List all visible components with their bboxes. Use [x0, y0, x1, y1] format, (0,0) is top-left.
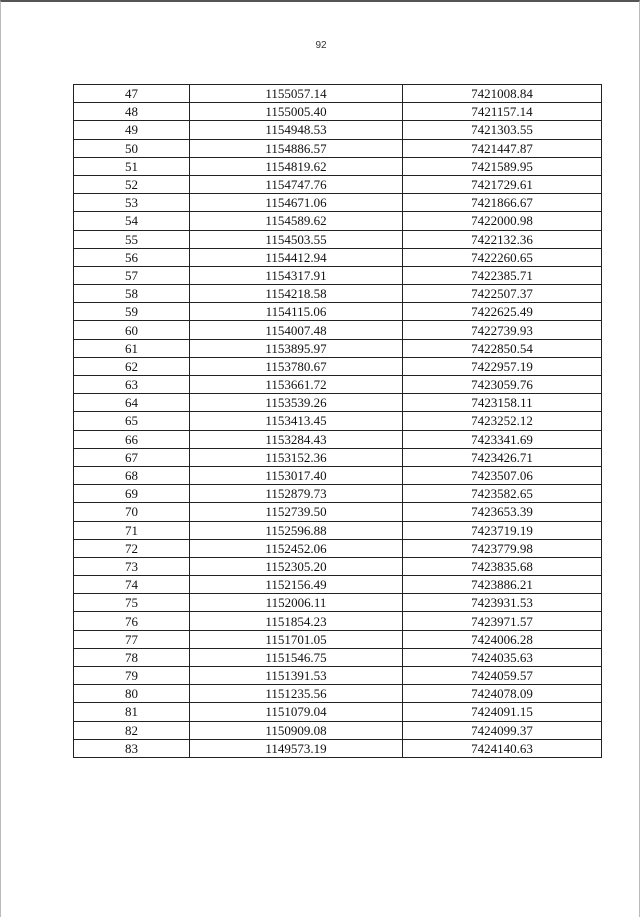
point-number-cell: 56 — [74, 248, 190, 266]
point-number-cell: 70 — [74, 503, 190, 521]
x-coordinate-cell: 1154317.91 — [190, 266, 403, 284]
table-row — [74, 303, 602, 321]
point-number-cell: 58 — [74, 285, 190, 303]
x-coordinate-cell: 1154007.48 — [190, 321, 403, 339]
table-row — [74, 485, 602, 503]
table-row — [74, 466, 602, 484]
table-row — [74, 703, 602, 721]
y-coordinate-cell: 7423426.71 — [403, 448, 602, 466]
table-row — [74, 121, 602, 139]
table-row — [74, 685, 602, 703]
point-number-cell: 51 — [74, 157, 190, 175]
table-row — [74, 448, 602, 466]
y-coordinate-cell: 7424059.57 — [403, 667, 602, 685]
x-coordinate-cell: 1153895.97 — [190, 339, 403, 357]
point-number-cell: 83 — [74, 739, 190, 757]
table-row — [74, 612, 602, 630]
table-row — [74, 521, 602, 539]
x-coordinate-cell: 1149573.19 — [190, 739, 403, 757]
y-coordinate-cell: 7423252.12 — [403, 412, 602, 430]
table-row — [74, 630, 602, 648]
table-row — [74, 175, 602, 193]
point-number-cell: 59 — [74, 303, 190, 321]
table-row — [74, 157, 602, 175]
table-row — [74, 357, 602, 375]
x-coordinate-cell: 1154115.06 — [190, 303, 403, 321]
point-number-cell: 80 — [74, 685, 190, 703]
table-row — [74, 376, 602, 394]
y-coordinate-cell: 7424006.28 — [403, 630, 602, 648]
point-number-cell: 50 — [74, 139, 190, 157]
point-number-cell: 65 — [74, 412, 190, 430]
y-coordinate-cell: 7421157.14 — [403, 103, 602, 121]
table-row — [74, 248, 602, 266]
point-number-cell: 82 — [74, 721, 190, 739]
y-coordinate-cell: 7423582.65 — [403, 485, 602, 503]
point-number-cell: 61 — [74, 339, 190, 357]
y-coordinate-cell: 7422957.19 — [403, 357, 602, 375]
y-coordinate-cell: 7421589.95 — [403, 157, 602, 175]
point-number-cell: 81 — [74, 703, 190, 721]
table-row — [74, 539, 602, 557]
x-coordinate-cell: 1154886.57 — [190, 139, 403, 157]
point-number-cell: 47 — [74, 85, 190, 103]
x-coordinate-cell: 1151701.05 — [190, 630, 403, 648]
point-number-cell: 66 — [74, 430, 190, 448]
point-number-cell: 71 — [74, 521, 190, 539]
x-coordinate-cell: 1155057.14 — [190, 85, 403, 103]
y-coordinate-cell: 7422850.54 — [403, 339, 602, 357]
page-number: 92 — [315, 40, 327, 51]
point-number-cell: 75 — [74, 594, 190, 612]
point-number-cell: 73 — [74, 557, 190, 575]
x-coordinate-cell: 1152879.73 — [190, 485, 403, 503]
point-number-cell: 48 — [74, 103, 190, 121]
y-coordinate-cell: 7422385.71 — [403, 266, 602, 284]
x-coordinate-cell: 1154948.53 — [190, 121, 403, 139]
table-row — [74, 321, 602, 339]
table-row — [74, 266, 602, 284]
y-coordinate-cell: 7423059.76 — [403, 376, 602, 394]
y-coordinate-cell: 7424140.63 — [403, 739, 602, 757]
table-row — [74, 430, 602, 448]
x-coordinate-cell: 1154671.06 — [190, 194, 403, 212]
x-coordinate-cell: 1152596.88 — [190, 521, 403, 539]
y-coordinate-cell: 7423779.98 — [403, 539, 602, 557]
y-coordinate-cell: 7423158.11 — [403, 394, 602, 412]
table-row — [74, 648, 602, 666]
x-coordinate-cell: 1154747.76 — [190, 175, 403, 193]
table-row — [74, 285, 602, 303]
point-number-cell: 74 — [74, 576, 190, 594]
y-coordinate-cell: 7423835.68 — [403, 557, 602, 575]
table-row — [74, 594, 602, 612]
x-coordinate-cell: 1150909.08 — [190, 721, 403, 739]
point-number-cell: 72 — [74, 539, 190, 557]
table-row — [74, 576, 602, 594]
point-number-cell: 60 — [74, 321, 190, 339]
y-coordinate-cell: 7422000.98 — [403, 212, 602, 230]
y-coordinate-cell: 7422507.37 — [403, 285, 602, 303]
x-coordinate-cell: 1154412.94 — [190, 248, 403, 266]
y-coordinate-cell: 7422739.93 — [403, 321, 602, 339]
table-row — [74, 503, 602, 521]
table-row — [74, 230, 602, 248]
y-coordinate-cell: 7423507.06 — [403, 466, 602, 484]
point-number-cell: 78 — [74, 648, 190, 666]
table-row — [74, 194, 602, 212]
x-coordinate-cell: 1153780.67 — [190, 357, 403, 375]
x-coordinate-cell: 1152305.20 — [190, 557, 403, 575]
x-coordinate-cell: 1151546.75 — [190, 648, 403, 666]
point-number-cell: 57 — [74, 266, 190, 284]
table-row — [74, 557, 602, 575]
y-coordinate-cell: 7424078.09 — [403, 685, 602, 703]
table-row — [74, 103, 602, 121]
y-coordinate-cell: 7424099.37 — [403, 721, 602, 739]
y-coordinate-cell: 7423719.19 — [403, 521, 602, 539]
x-coordinate-cell: 1152156.49 — [190, 576, 403, 594]
point-number-cell: 64 — [74, 394, 190, 412]
y-coordinate-cell: 7422132.36 — [403, 230, 602, 248]
y-coordinate-cell: 7423886.21 — [403, 576, 602, 594]
coordinates-table-body — [74, 85, 602, 758]
y-coordinate-cell: 7424091.15 — [403, 703, 602, 721]
y-coordinate-cell: 7421729.61 — [403, 175, 602, 193]
point-number-cell: 69 — [74, 485, 190, 503]
point-number-cell: 67 — [74, 448, 190, 466]
point-number-cell: 55 — [74, 230, 190, 248]
y-coordinate-cell: 7423971.57 — [403, 612, 602, 630]
point-number-cell: 49 — [74, 121, 190, 139]
x-coordinate-cell: 1154589.62 — [190, 212, 403, 230]
x-coordinate-cell: 1151391.53 — [190, 667, 403, 685]
point-number-cell: 63 — [74, 376, 190, 394]
x-coordinate-cell: 1153284.43 — [190, 430, 403, 448]
point-number-cell: 62 — [74, 357, 190, 375]
x-coordinate-cell: 1151854.23 — [190, 612, 403, 630]
table-row — [74, 139, 602, 157]
table-row — [74, 667, 602, 685]
point-number-cell: 54 — [74, 212, 190, 230]
table-row — [74, 412, 602, 430]
table-row — [74, 85, 602, 103]
point-number-cell: 68 — [74, 466, 190, 484]
y-coordinate-cell: 7424035.63 — [403, 648, 602, 666]
coordinates-table — [73, 84, 602, 758]
x-coordinate-cell: 1153152.36 — [190, 448, 403, 466]
table-row — [74, 212, 602, 230]
point-number-cell: 53 — [74, 194, 190, 212]
x-coordinate-cell: 1152452.06 — [190, 539, 403, 557]
y-coordinate-cell: 7421008.84 — [403, 85, 602, 103]
x-coordinate-cell: 1153661.72 — [190, 376, 403, 394]
x-coordinate-cell: 1154503.55 — [190, 230, 403, 248]
x-coordinate-cell: 1152006.11 — [190, 594, 403, 612]
x-coordinate-cell: 1153413.45 — [190, 412, 403, 430]
table-row — [74, 339, 602, 357]
y-coordinate-cell: 7421303.55 — [403, 121, 602, 139]
x-coordinate-cell: 1153539.26 — [190, 394, 403, 412]
table-row — [74, 394, 602, 412]
y-coordinate-cell: 7422625.49 — [403, 303, 602, 321]
point-number-cell: 79 — [74, 667, 190, 685]
point-number-cell: 77 — [74, 630, 190, 648]
y-coordinate-cell: 7421447.87 — [403, 139, 602, 157]
table-row — [74, 721, 602, 739]
x-coordinate-cell: 1151235.56 — [190, 685, 403, 703]
y-coordinate-cell: 7423341.69 — [403, 430, 602, 448]
x-coordinate-cell: 1154819.62 — [190, 157, 403, 175]
point-number-cell: 76 — [74, 612, 190, 630]
y-coordinate-cell: 7421866.67 — [403, 194, 602, 212]
y-coordinate-cell: 7422260.65 — [403, 248, 602, 266]
x-coordinate-cell: 1151079.04 — [190, 703, 403, 721]
x-coordinate-cell: 1155005.40 — [190, 103, 403, 121]
x-coordinate-cell: 1152739.50 — [190, 503, 403, 521]
point-number-cell: 52 — [74, 175, 190, 193]
y-coordinate-cell: 7423931.53 — [403, 594, 602, 612]
x-coordinate-cell: 1154218.58 — [190, 285, 403, 303]
y-coordinate-cell: 7423653.39 — [403, 503, 602, 521]
table-row — [74, 739, 602, 757]
x-coordinate-cell: 1153017.40 — [190, 466, 403, 484]
